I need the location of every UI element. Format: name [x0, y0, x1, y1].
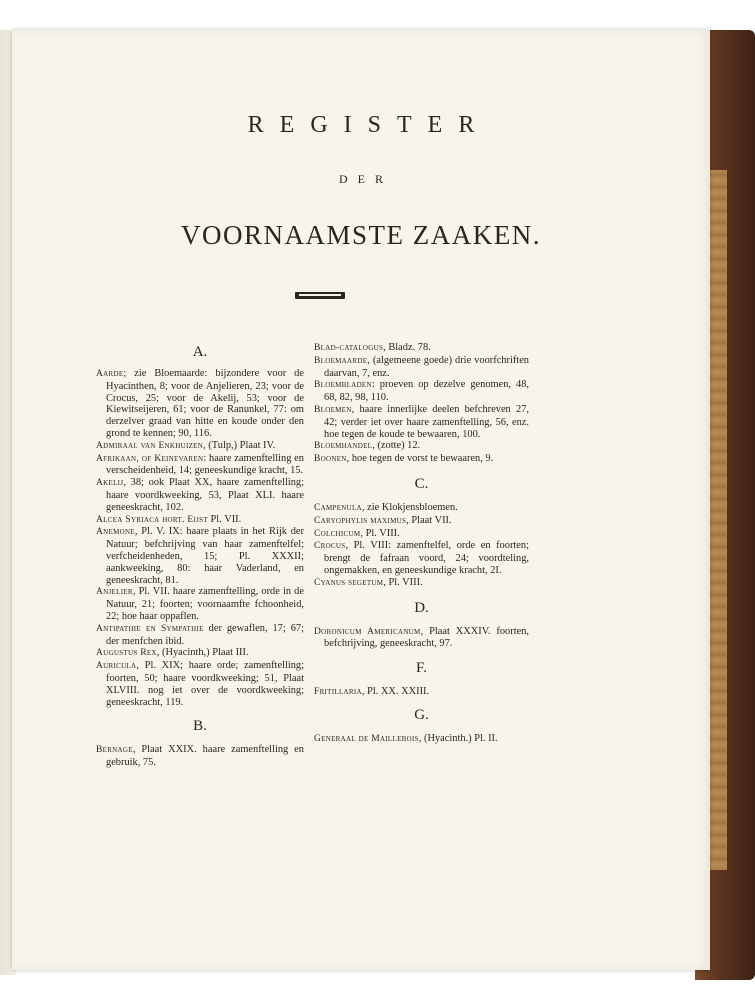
entry-keyword: Anemone	[96, 527, 135, 538]
entry-keyword: Anjelier	[96, 587, 133, 598]
entry-text: , Pl. VII. haare zamenftelling, orde in de Natuur, 21; foorten; voornaamfte fchoonheid, 22; hoe haar oppaflen.	[106, 586, 304, 622]
index-entry	[314, 733, 529, 746]
entry-keyword: Auricula	[96, 661, 137, 672]
entry-keyword: Bloemhandel	[314, 441, 373, 452]
entry-text: , Pl. V. IX: haare plaats in het Rijk der Natuur; befchrijving van haar zamenftelfel; verfcheidenheden, 15; Pl. XXXII; aankweeking, 80: haar Vaderland, en geneeskracht, 81.	[106, 526, 304, 586]
entry-text: , Pl. XX. XXIII.	[361, 686, 430, 698]
entry-text: , Plaat VII.	[406, 514, 452, 526]
index-entry	[314, 342, 529, 355]
index-column-left	[96, 342, 304, 769]
index-entry	[96, 453, 304, 478]
entry-text: , haare innerlijke deelen befchreven 27, 42; verder iet over haare zamenftelling, 56, enz. hoe tegen de koude te bewaaren, 100.	[324, 403, 529, 440]
entry-keyword: Fritillaria	[314, 687, 362, 698]
entry-keyword: Bloemaarde	[314, 355, 368, 366]
page-title-zaaken: VOORNAAMSTE ZAAKEN.	[181, 220, 541, 250]
entry-text: , Pl. VIII: zamenftelfel, orde en foorten; brengt de fafraan voord, 24; voordteling, ongemakken, en geneeskundige kracht, 2I.	[324, 540, 529, 576]
entry-keyword: Augustus Rex	[96, 648, 157, 659]
entry-keyword: Crocus	[314, 541, 346, 552]
index-entry	[96, 477, 304, 513]
ornamental-rule	[295, 292, 345, 299]
entry-text: : proeven op dezelve genomen, 48, 68, 82, 98, 110.	[324, 379, 529, 404]
index-entry	[314, 626, 529, 651]
index-entry	[96, 660, 304, 708]
entry-text: : haare zamenftelling en verscheidenheid, 14; geneeskundige kracht, 15.	[106, 452, 304, 477]
page-title-register: REGISTER	[247, 112, 491, 138]
index-entry	[314, 515, 529, 528]
index-entry	[314, 502, 529, 515]
entry-text: , Pl. VIII.	[360, 527, 400, 539]
entry-keyword: Colchicum	[314, 528, 361, 539]
index-entry	[314, 577, 529, 590]
entry-keyword: Generaal de Maillebois	[314, 733, 419, 744]
entry-text: , (Hyacinth,) Plaat III.	[156, 647, 249, 659]
index-entry	[96, 440, 304, 453]
index-column-right	[314, 342, 529, 746]
index-entry	[314, 379, 529, 404]
entry-keyword: Admiraal van Enkhuizen	[96, 440, 204, 451]
entry-text: , Pl. VIII.	[383, 576, 423, 588]
entry-text: der gewaflen, 17; 67; der menfchen ibid.	[106, 622, 304, 647]
index-entry	[314, 540, 529, 576]
section-heading-c: C.	[414, 475, 429, 492]
book-page	[12, 30, 710, 970]
entry-keyword: Doronicum Americanum	[314, 626, 421, 637]
index-entry	[96, 647, 304, 660]
entry-keyword: Aarde	[96, 369, 124, 379]
entry-keyword: Alcea Syriaca hort. Eijst	[96, 514, 208, 525]
entry-text: ; zie Bloemaarde: bijzondere voor de Hyacinthen, 8; voor de Anjelieren, 23; voor de Crocus, 25; voor de Akelij, 53; voor de Kiewitseijeren, 61; voor de Ranunkel, 77: om derzelver graad van hitte en koude onder den grond te kennen; 90, 116.	[106, 368, 304, 439]
index-entry	[96, 514, 304, 527]
index-entry	[314, 440, 529, 453]
entry-text: , (algemeene goede) drie voorfchriften daarvan, 7, enz.	[324, 354, 529, 379]
entry-text: , Pl. XIX; haare orde; zamenftelling; foorten, 50; haare voordkweeking; 51, Plaat XLVIII. nog iet over de voordkweeking; geneeskracht, 119.	[106, 660, 304, 708]
entry-keyword: Antipathie en Sympathie	[96, 623, 204, 634]
entry-keyword: Boonen	[314, 454, 347, 465]
section-heading-a: A.	[192, 344, 208, 360]
index-entry	[96, 368, 304, 440]
entry-keyword: Akelij	[96, 478, 124, 489]
entry-text: , zie Klokjensbloemen.	[361, 501, 458, 513]
entry-keyword: Bernage	[96, 745, 133, 756]
index-entry	[314, 686, 529, 699]
index-entry	[96, 526, 304, 586]
entry-keyword: Blad-catalogus	[314, 343, 384, 353]
entry-text: , (Tulp,) Plaat IV.	[203, 439, 276, 451]
index-entry	[314, 355, 529, 380]
section-heading-f: F.	[416, 660, 427, 677]
index-entry	[314, 528, 529, 541]
entry-text: Pl. VII.	[207, 513, 242, 525]
entry-text: , 38; ook Plaat XX, haare zamenftelling; haare voordkweeking, 53, Plaat XLI. haare geneeskracht, 102.	[106, 477, 304, 513]
entry-keyword: Campenula	[314, 502, 362, 513]
index-entry	[314, 453, 529, 466]
entry-text: , hoe tegen de vorst te bewaaren, 9.	[346, 453, 494, 465]
entry-text: , (Hyacinth.) Pl. II.	[418, 732, 498, 744]
index-entry	[314, 404, 529, 440]
page-title-der: DER	[339, 172, 393, 186]
entry-keyword: Caryophylis maximus	[314, 515, 407, 526]
section-heading-b: B.	[193, 718, 207, 735]
index-entry	[96, 586, 304, 622]
entry-keyword: Cyanus segetum	[314, 577, 384, 588]
index-entry	[96, 623, 304, 648]
entry-keyword: Bloemen	[314, 404, 352, 415]
entry-text: , (zotte) 12.	[372, 440, 421, 452]
entry-text: , Bladz. 78.	[383, 342, 431, 353]
entry-keyword: Afrikaan, of Keinevaren	[96, 453, 204, 464]
entry-keyword: Bloembladen	[314, 380, 372, 391]
section-heading-d: D.	[414, 599, 429, 616]
entry-text: , Plaat XXXIV. foorten, befchrijving, geneeskracht, 97.	[324, 625, 529, 650]
section-heading-g: G.	[414, 706, 429, 723]
index-entry	[96, 744, 304, 769]
entry-text: , Plaat XXIX. haare zamenftelling en gebruik, 75.	[106, 744, 304, 769]
